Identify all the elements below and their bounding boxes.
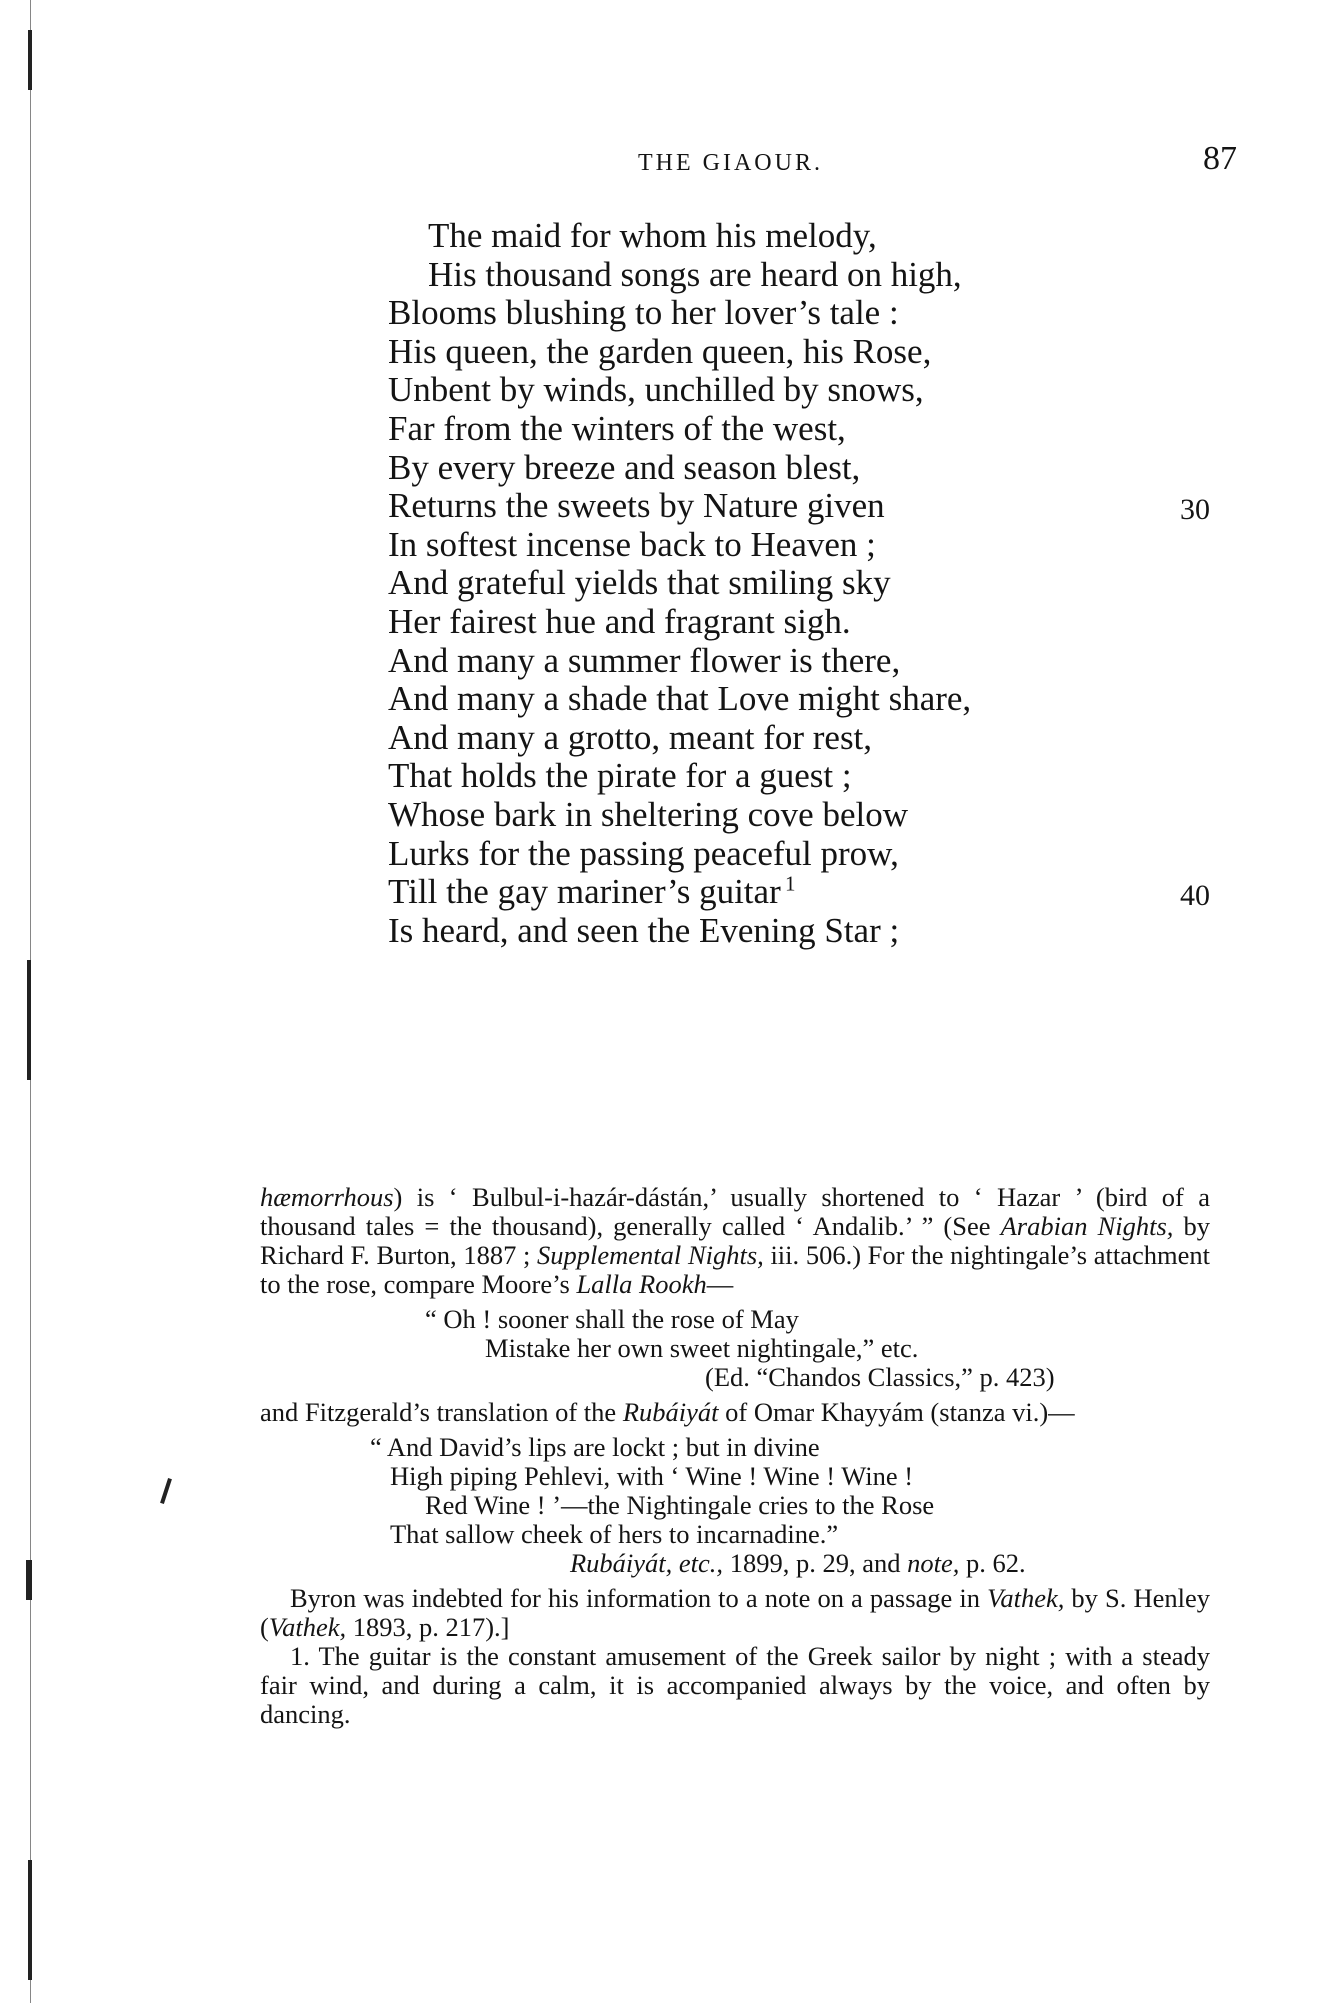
note-paragraph: hæmorrhous) is ‘ Bulbul-i-hazár-dástán,’ usually shortened to ‘ Hazar ’ (bird of a thousand tales = the thousand), generally called ‘ Andalib.’ ” (See Arabian Nights, by Richard F. Burton, 1887 ; Supplemental Nights, iii. 506.) For the nightingale’s attachment to the rose, compare Moore’s Lalla Rookh— (260, 1182, 1211, 1299)
poem-line: And many a shade that Love might share, (388, 679, 972, 719)
poem-line: By every breeze and season blest, (388, 447, 861, 487)
poem-line: And many a grotto, meant for rest, (388, 717, 873, 757)
poem-line: That holds the pirate for a guest ; (388, 756, 852, 796)
footnote-number: 1. (290, 1641, 310, 1671)
poem-line: Blooms blushing to her lover’s tale : (388, 293, 899, 333)
page-number: 87 (1203, 140, 1237, 177)
quote-line: That sallow cheek of hers to incarnadine.” (390, 1519, 839, 1549)
line-number: 40 (1180, 879, 1210, 913)
poem-line: And grateful yields that smiling sky (388, 563, 891, 603)
poem-line: Her fairest hue and fragrant sigh. (388, 602, 851, 641)
footnotes (260, 1183, 1210, 1729)
scan-mark (26, 1560, 32, 1600)
poem-line: The maid for whom his melody, (428, 216, 877, 255)
quote-line: Mistake her own sweet nightingale,” etc. (485, 1333, 919, 1363)
poem-line: Unbent by winds, unchilled by snows, (388, 370, 924, 410)
poem-line: Till the gay mariner’s guitar $^1$ (388, 871, 796, 912)
quotation-rubaiyat (260, 1433, 1210, 1578)
scan-mark (28, 1860, 32, 1980)
poem-line: Lurks for the passing peaceful prow, (388, 833, 899, 873)
poem-line: Whose bark in sheltering cove below (388, 795, 908, 834)
running-title: THE GIAOUR. (638, 150, 823, 176)
quote-citation: (Ed. “Chandos Classics,” p. 423) (705, 1362, 1055, 1392)
quote-citation: Rubáiyát, etc., 1899, p. 29, and note, p. 62. (570, 1548, 1026, 1578)
footnote-1: 1. The guitar is the constant amusement of the Greek sailor by night ; with a steady fair wind, and during a calm, it is accompanied always by the voice, and often by dancing. (260, 1641, 1210, 1729)
poem-line: Returns the sweets by Nature given (388, 486, 885, 526)
poem-line: His queen, the garden queen, his Rose, (388, 331, 932, 371)
quote-line: “ And David’s lips are lockt ; but in divine (370, 1432, 820, 1462)
poem-line: Far from the winters of the west, (388, 409, 846, 448)
footnote-reference[interactable]: 1 (780, 871, 796, 896)
quote-line: High piping Pehlevi, with ‘ Wine ! Wine ! Wine ! (390, 1461, 914, 1491)
note-paragraph: and Fitzgerald’s translation of the Rubáiyát of Omar Khayyám (stanza vi.)— (260, 1397, 1075, 1427)
note-paragraph: Byron was indebted for his information to a note on a passage in Vathek, by S. Henley (Vathek, 1893, p. 217).] (260, 1583, 1210, 1642)
margin-pencil-mark (160, 1478, 172, 1504)
line-number: 30 (1180, 493, 1210, 527)
poem-line: His thousand songs are heard on high, (428, 254, 962, 294)
quotation-moore (260, 1305, 1210, 1392)
poem-line: In softest incense back to Heaven ; (388, 524, 876, 564)
poem-line: And many a summer flower is there, (388, 640, 901, 680)
poem-line: Is heard, and seen the Evening Star ; (388, 910, 900, 950)
quote-line: Red Wine ! ’—the Nightingale cries to the Rose (425, 1490, 935, 1520)
quote-line: “ Oh ! sooner shall the rose of May (425, 1304, 799, 1334)
